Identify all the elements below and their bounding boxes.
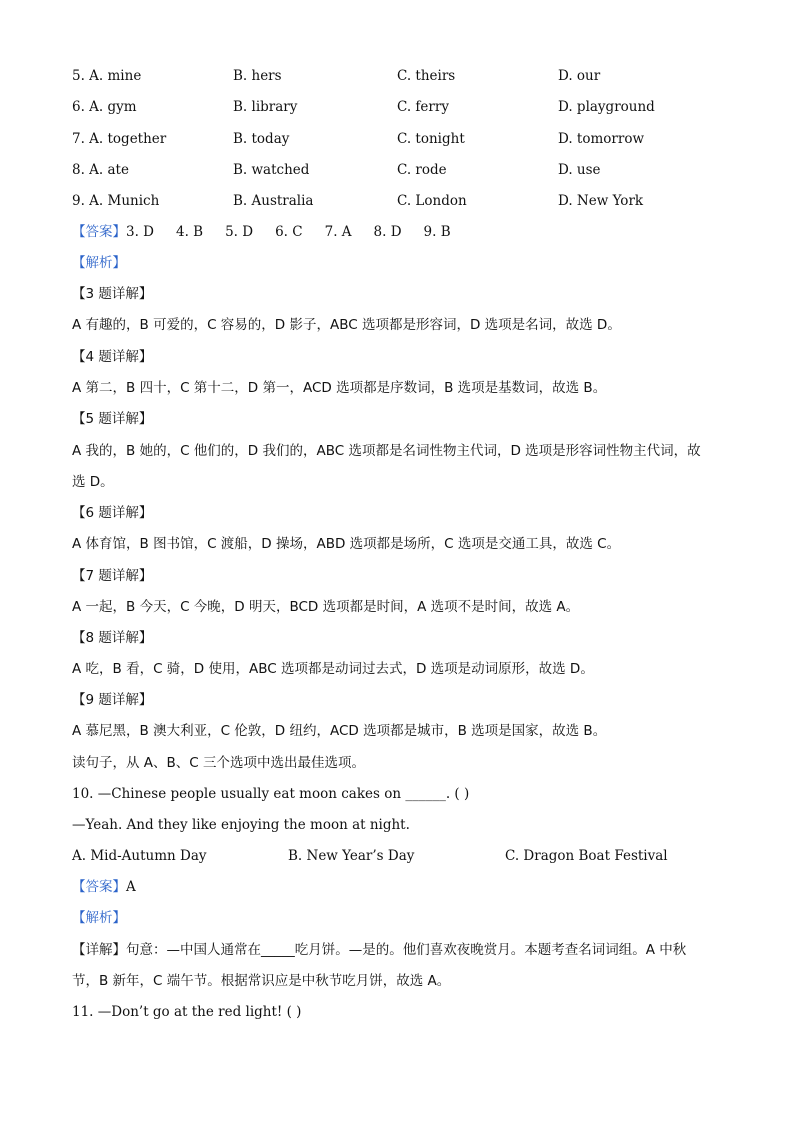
section-instruction: 读句子，从 A、B、C 三个选项中选出最佳选项。 xyxy=(72,755,366,771)
option-d-5: D. our xyxy=(558,68,601,84)
answer-item: 7. A xyxy=(324,224,352,240)
question-10-line2: —Yeah. And they like enjoying the moon at night. xyxy=(72,817,410,833)
option-c-7: C. tonight xyxy=(397,131,465,147)
option-d-8: D. use xyxy=(558,162,601,178)
detail-text-6: A 体育馆，B 图书馆，C 渡船，D 操场，ABD 选项都是场所，C 选项是交通工具，故选 C。 xyxy=(72,536,621,552)
option-b-8: B. watched xyxy=(233,162,310,178)
detail-heading-9: 【9 题详解】 xyxy=(72,692,153,708)
option-a-7: 7. A. together xyxy=(72,131,167,147)
option-b-9: B. Australia xyxy=(233,193,314,209)
option-d-9: D. New York xyxy=(558,193,644,209)
option-d-6: D. playground xyxy=(558,99,655,115)
option-c-8: C. rode xyxy=(397,162,447,178)
answer-item: 9. B xyxy=(423,224,451,240)
q10-answer-value: A xyxy=(126,879,136,895)
q10-detail-label: 【详解】 xyxy=(72,942,126,958)
detail-text-5: A 我的，B 她的，C 他们的，D 我们的，ABC 选项都是名词性物主代词，D 选项是形容词性物主代词，故 xyxy=(72,443,701,459)
option-d-7: D. tomorrow xyxy=(558,131,644,147)
detail-text-5-cont: 选 D。 xyxy=(72,474,114,490)
answer-item: 4. B xyxy=(176,224,204,240)
q10-answer-label: 【答案】 xyxy=(72,879,126,895)
detail-heading-7: 【7 题详解】 xyxy=(72,568,153,584)
answer-row xyxy=(72,222,473,242)
question-10-line1: 10. —Chinese people usually eat moon cakes on ______. ( ) xyxy=(72,786,470,802)
q10-answer-row xyxy=(72,877,136,897)
option-c-9: C. London xyxy=(397,193,467,209)
q10-option-a: A. Mid-Autumn Day xyxy=(72,848,207,864)
option-c-5: C. theirs xyxy=(397,68,456,84)
question-11-line1: 11. —Don’t go at the red light! ( ) xyxy=(72,1004,302,1020)
q10-option-b: B. New Year’s Day xyxy=(288,848,415,864)
detail-text-9: A 慕尼黑，B 澳大利亚，C 伦敦，D 纽约，ACD 选项都是城市，B 选项是国家，故选 B。 xyxy=(72,723,607,739)
detail-text-7: A 一起，B 今天，C 今晚，D 明天，BCD 选项都是时间，A 选项不是时间，故选 A。 xyxy=(72,599,580,615)
detail-text-4: A 第二，B 四十，C 第十二，D 第一，ACD 选项都是序数词，B 选项是基数词，故选 B。 xyxy=(72,380,607,396)
option-b-5: B. hers xyxy=(233,68,282,84)
detail-text-3: A 有趣的，B 可爱的，C 容易的，D 影子，ABC 选项都是形容词，D 选项是名词，故选 D。 xyxy=(72,317,621,333)
answer-item: 6. C xyxy=(275,224,303,240)
answer-item: 8. D xyxy=(373,224,402,240)
option-b-6: B. library xyxy=(233,99,298,115)
q10-detail-line2: 节，B 新年，C 端午节。根据常识应是中秋节吃月饼，故选 A。 xyxy=(72,973,451,989)
option-a-8: 8. A. ate xyxy=(72,162,129,178)
q10-analysis-label: 【解析】 xyxy=(72,910,126,926)
detail-text-8: A 吃，B 看，C 骑，D 使用，ABC 选项都是动词过去式，D 选项是动词原形，故选 D。 xyxy=(72,661,594,677)
detail-heading-8: 【8 题详解】 xyxy=(72,630,153,646)
detail-heading-6: 【6 题详解】 xyxy=(72,505,153,521)
q10-detail-text: 句意：—中国人通常在_____吃月饼。—是的。他们喜欢夜晚赏月。本题考查名词词组。A 中秋 xyxy=(126,942,687,958)
answer-item: 5. D xyxy=(225,224,254,240)
option-b-7: B. today xyxy=(233,131,290,147)
option-c-6: C. ferry xyxy=(397,99,449,115)
detail-heading-5: 【5 题详解】 xyxy=(72,411,153,427)
answer-item: 3. D xyxy=(126,224,154,240)
option-a-5: 5. A. mine xyxy=(72,68,142,84)
analysis-label: 【解析】 xyxy=(72,255,126,271)
q10-option-c: C. Dragon Boat Festival xyxy=(505,848,668,864)
detail-heading-3: 【3 题详解】 xyxy=(72,286,153,302)
option-a-9: 9. A. Munich xyxy=(72,193,160,209)
option-a-6: 6. A. gym xyxy=(72,99,137,115)
detail-heading-4: 【4 题详解】 xyxy=(72,349,153,365)
q10-detail-line1 xyxy=(72,940,686,960)
answer-label: 【答案】 xyxy=(72,224,126,240)
